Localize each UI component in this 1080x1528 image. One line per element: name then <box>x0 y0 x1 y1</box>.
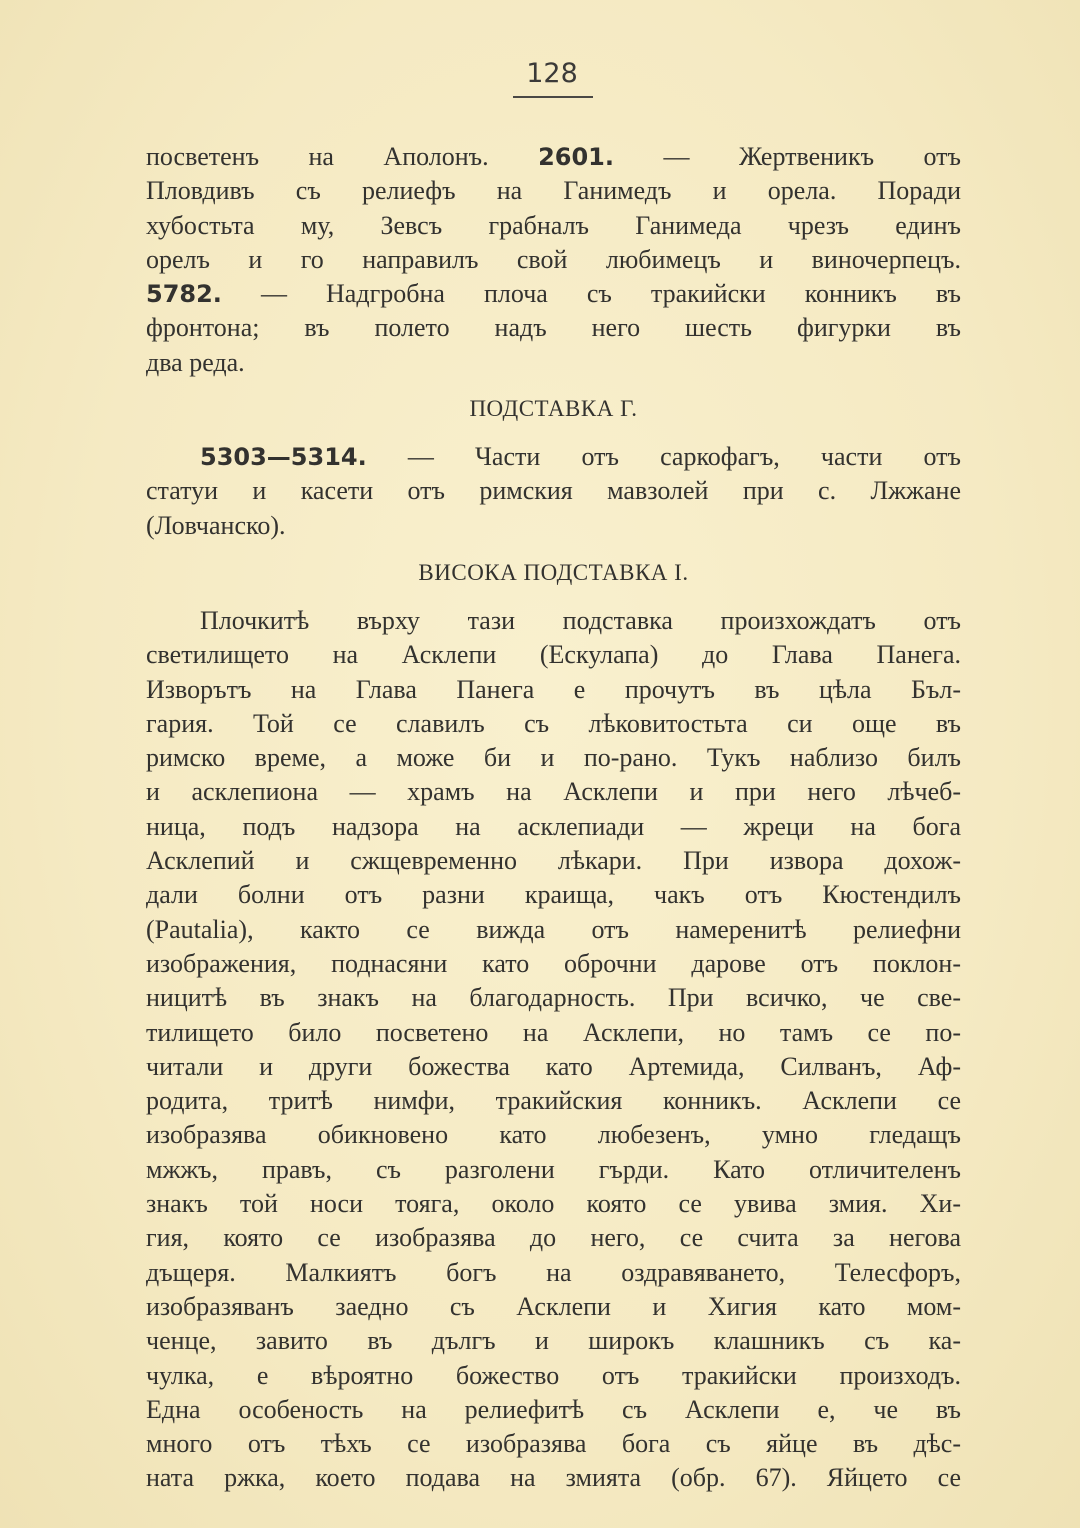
page-number-underline <box>513 96 593 98</box>
text-line: (Pautalia), както се вижда отъ намеренитѣ релиефни <box>146 914 961 944</box>
section-heading: ПОДСТАВКА Г. <box>469 396 638 421</box>
text-line: ната ржка, което подава на змията (обр. 67). Яйцето се <box>146 1463 961 1493</box>
text-line: изобразява обикновено като любезенъ, умно гледащъ <box>146 1120 961 1150</box>
text-line: гия, която се изобразява до него, се счита за негова <box>146 1223 961 1253</box>
text-line: два реда. <box>146 347 245 377</box>
text-line: много отъ тѣхъ се изобразява бога съ яйце въ дѣс- <box>146 1429 961 1459</box>
text-line: ница, подъ надзора на асклепиади — жреци на бога <box>146 811 961 841</box>
text-line: статуи и касети отъ римския мавзолей при с. Лжжане <box>146 476 961 506</box>
text-line: дъщеря. Малкиятъ богъ на оздравяването, Телесфоръ, <box>146 1257 961 1287</box>
page-number: 128 <box>526 58 578 89</box>
text-line: ченце, завито въ дългъ и широкъ клашникъ съ ка- <box>146 1326 961 1356</box>
text-line: римско време, а може би и по-рано. Тукъ наблизо билъ <box>146 743 961 773</box>
text-line: ницитѣ въ знакъ на благодарность. При всичко, че све- <box>146 983 961 1013</box>
text-line: Плочкитѣ върху тази подставка произхождатъ отъ <box>200 606 961 635</box>
section-heading: ВИСОКА ПОДСТАВКА I. <box>418 560 689 585</box>
catalog-number: 5303—5314. <box>200 443 367 471</box>
text-line: (Ловчанско). <box>146 510 286 540</box>
paragraph-2 <box>146 440 961 543</box>
text-line: читали и други божества като Артемида, Силванъ, Аф- <box>146 1051 961 1081</box>
text-line: 5782. — Надгробна плоча съ тракийски конникъ въ <box>146 279 961 309</box>
text-line: родита, тритѣ нимфи, тракийския конникъ. Асклепи се <box>146 1086 961 1116</box>
text-line: орелъ и го направилъ свой любимецъ и виночерпецъ. <box>146 244 961 274</box>
text-line: чулка, е вѣроятно божество отъ тракийски произходъ. <box>146 1360 961 1390</box>
text-line: фронтона; въ полето надъ него шесть фигурки въ <box>146 313 961 343</box>
text-line: светилището на Асклепи (Ескулапа) до Глава Панега. <box>146 640 961 670</box>
text-line: 5303—5314. — Части отъ саркофагъ, части отъ <box>200 442 961 471</box>
paragraph-1 <box>146 140 961 380</box>
text-line: Пловдивъ съ релиефъ на Ганимедъ и орела. Поради <box>146 176 961 206</box>
text-line: изобразяванъ заедно съ Асклепи и Хигия като мом- <box>146 1291 961 1321</box>
text-line: хубостьта му, Зевсъ грабналъ Ганимеда чрезъ единъ <box>146 210 961 240</box>
text-line: изображения, поднасяни като оброчни дарове отъ поклон- <box>146 948 961 978</box>
catalog-number: 2601. <box>538 143 614 171</box>
paragraph-3 <box>146 604 961 1496</box>
text-line: и асклепиона — храмъ на Асклепи и при него лѣчеб- <box>146 777 961 807</box>
text-line: знакъ той носи тояга, около която се увива змия. Хи- <box>146 1189 961 1219</box>
text-line: дали болни отъ разни краища, чакъ отъ Кюстендилъ <box>146 880 961 910</box>
text-line: Една особеность на релиефитѣ съ Асклепи е, че въ <box>146 1394 961 1424</box>
catalog-number: 5782. <box>146 280 222 309</box>
text-line: Асклепий и сжщевременно лѣкари. При извора дохож- <box>146 846 961 876</box>
text-line: тилището било посветено на Асклепи, но тамъ се по- <box>146 1017 961 1047</box>
text-line: мжжъ, правъ, съ разголени гърди. Като отличителенъ <box>146 1154 961 1184</box>
text-line: Изворътъ на Глава Панега е прочутъ въ цѣла Бъл- <box>146 674 961 704</box>
text-line: посветенъ на Аполонъ. 2601. — Жертвеникъ отъ <box>146 142 961 171</box>
text-line: гария. Той се славилъ съ лѣковитостьта си още въ <box>146 708 961 738</box>
